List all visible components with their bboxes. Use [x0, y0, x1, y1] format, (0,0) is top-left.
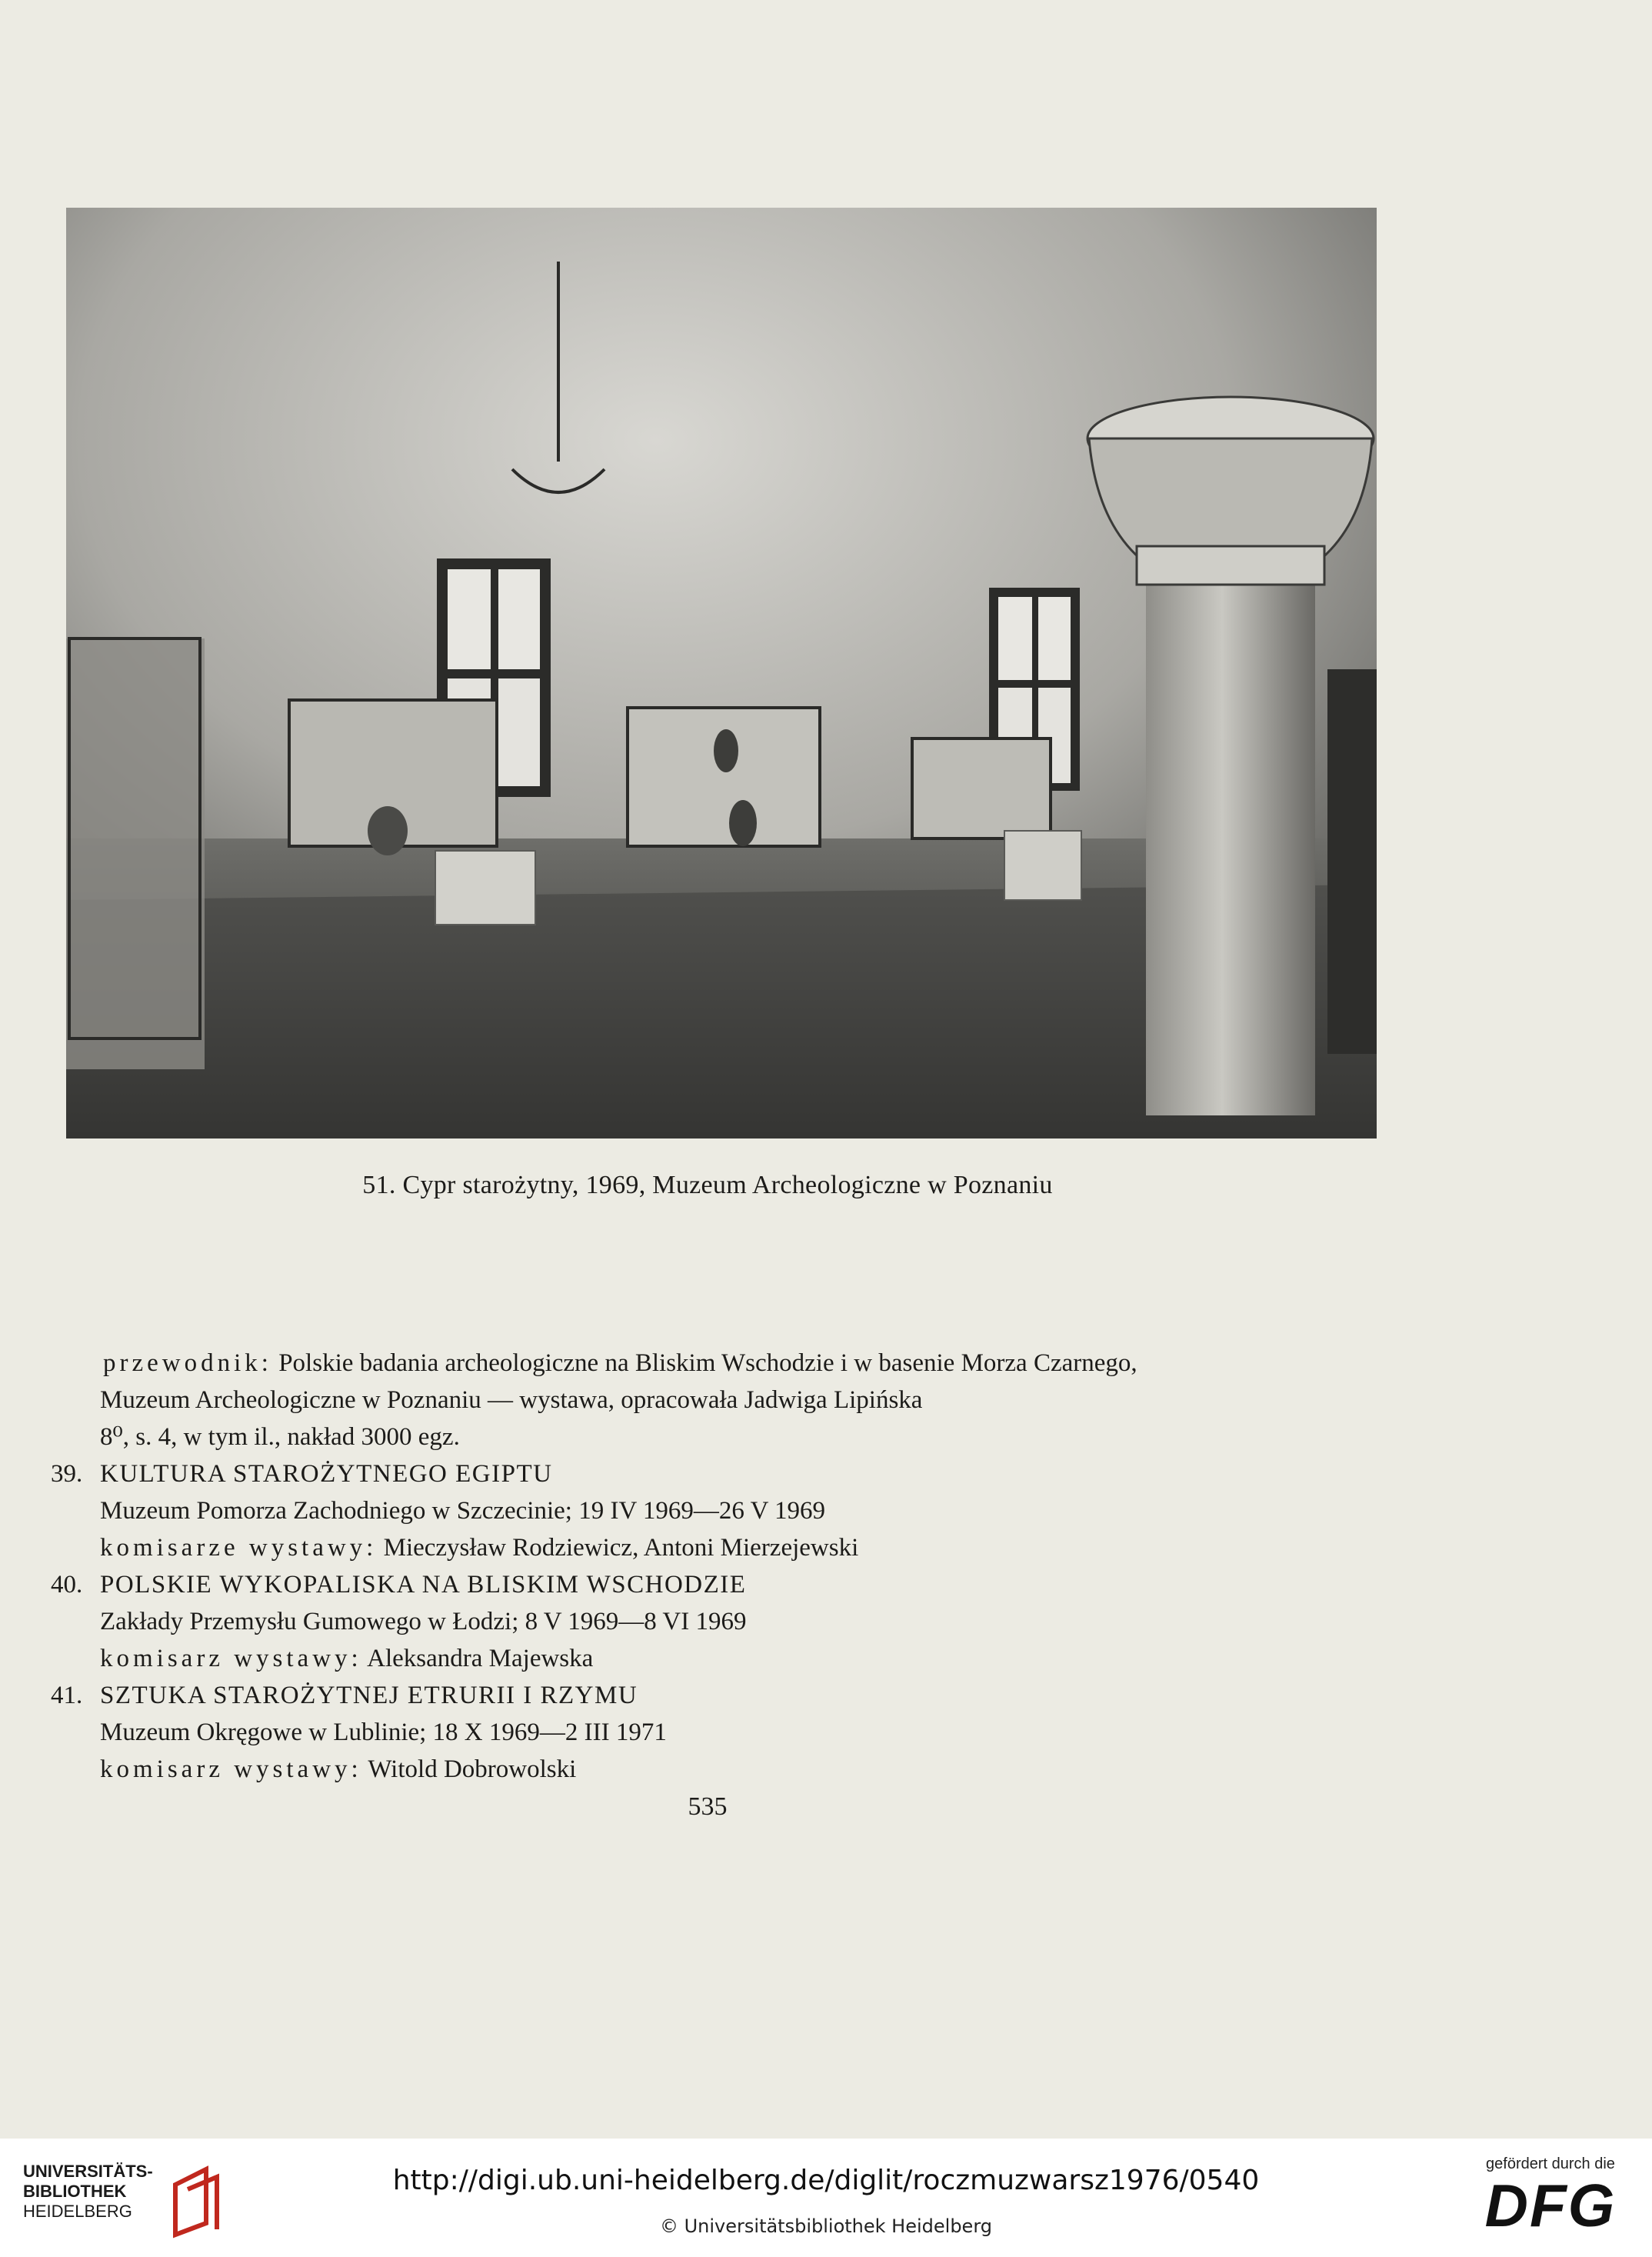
commissioner-name: Mieczysław Rodziewicz, Antoni Mierzejewski	[383, 1534, 859, 1562]
entry-heading	[51, 1677, 1371, 1714]
entry-39	[51, 1455, 1371, 1566]
entry-venue: Zakłady Przemysłu Gumowego w Łodzi; 8 V 1969—8 VI 1969	[100, 1608, 747, 1635]
intro-line-2: Muzeum Archeologiczne w Poznaniu — wystawa, opracowała Jadwiga Lipińska	[100, 1386, 923, 1414]
intro-line-1	[51, 1345, 1371, 1382]
entry-heading	[51, 1455, 1371, 1492]
entry-title: SZTUKA STAROŻYTNEJ ETRURII I RZYMU	[100, 1682, 638, 1709]
commissioner-label: komisarz wystawy:	[100, 1645, 362, 1672]
entry-heading	[51, 1566, 1371, 1603]
entry-number: 40.	[51, 1571, 83, 1599]
entry-title: KULTURA STAROŻYTNEGO EGIPTU	[100, 1460, 553, 1488]
entry-commissioner	[51, 1529, 1371, 1566]
commissioner-name: Aleksandra Majewska	[367, 1645, 594, 1672]
logo-line-2: BIBLIOTHEK	[23, 2182, 127, 2201]
entry-venue: Muzeum Pomorza Zachodniego w Szczecinie; 19 IV 1969—26 V 1969	[100, 1497, 826, 1525]
figure-caption: 51. Cypr starożytny, 1969, Muzeum Archeologiczne w Poznaniu	[362, 1171, 1053, 1199]
entry-number: 39.	[51, 1460, 83, 1488]
exhibition-hall-image	[66, 208, 1377, 1139]
entry-commissioner	[51, 1640, 1371, 1677]
guide-text: Polskie badania archeologiczne na Bliskim Wschodzie i w basenie Morza Czarnego,	[278, 1349, 1137, 1377]
dfg-sponsor-text: gefördert durch die	[1486, 2155, 1615, 2172]
entry-commissioner	[51, 1751, 1371, 1788]
permalink-url[interactable]: http://digi.ub.uni-heidelberg.de/diglit/roczmuzwarsz1976/0540	[392, 2165, 1260, 2196]
entry-number: 41.	[51, 1682, 83, 1709]
guide-label: przewodnik:	[103, 1349, 272, 1377]
commissioner-label: komisarz wystawy:	[100, 1755, 362, 1783]
catalog-text	[51, 1345, 1371, 1788]
entry-title: POLSKIE WYKOPALISKA NA BLISKIM WSCHODZIE	[100, 1571, 747, 1599]
entry-40	[51, 1566, 1371, 1677]
library-footer	[0, 2139, 1652, 2257]
logo-line-3: HEIDELBERG	[23, 2202, 132, 2221]
dfg-wordmark: DFG	[1484, 2172, 1617, 2239]
entry-41	[51, 1677, 1371, 1788]
page-number: 535	[688, 1792, 728, 1821]
copyright-notice: © Universitätsbibliothek Heidelberg	[659, 2215, 992, 2237]
exhibition-photo	[66, 208, 1377, 1139]
logo-line-1: UNIVERSITÄTS-	[23, 2162, 153, 2181]
entry-venue: Muzeum Okręgowe w Lublinie; 18 X 1969—2 III 1971	[100, 1719, 667, 1746]
intro-line-3: 8⁰, s. 4, w tym il., nakład 3000 egz.	[100, 1423, 460, 1451]
dfg-logo	[1466, 2155, 1635, 2248]
commissioner-label: komisarze wystawy:	[100, 1534, 378, 1562]
commissioner-name: Witold Dobrowolski	[368, 1755, 577, 1783]
